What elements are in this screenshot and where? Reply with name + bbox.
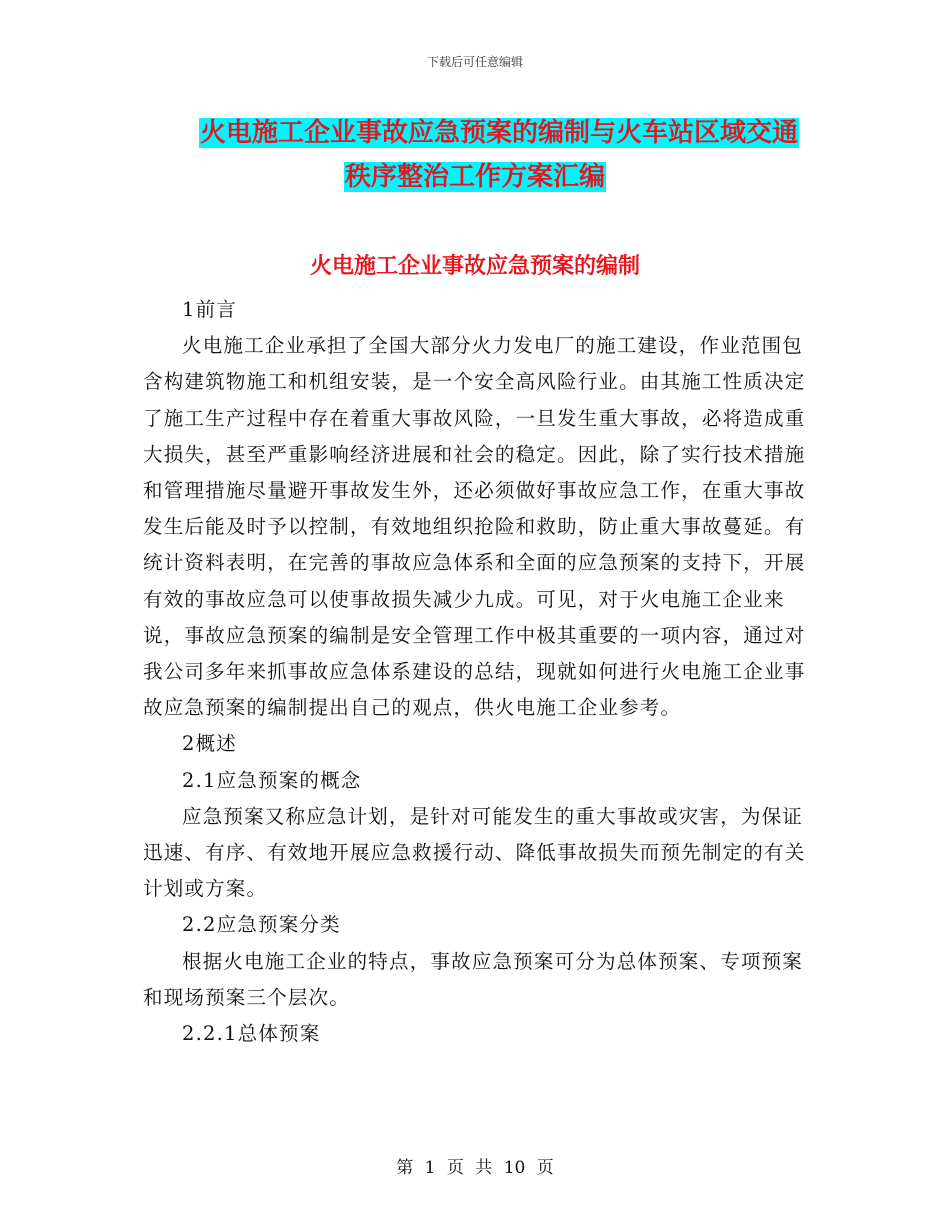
paragraph-concept: 应急预案又称应急计划，是针对可能发生的重大事故或灾害，为保证迅速、有序、有效地开展应急救援行动、降低事故损失而预先制定的有关计划或方案。 — [143, 804, 806, 901]
page-header-note: 下载后可任意编辑 — [426, 55, 523, 69]
document-body — [143, 292, 807, 1052]
heading-general-plan: 2.2.1总体预案 — [182, 1022, 321, 1046]
paragraph-classification: 根据火电施工企业的特点，事故应急预案可分为总体预案、专项预案和现场预案三个层次。 — [143, 949, 804, 1009]
document-title-line-1: 火电施工企业事故应急预案的编制与火车站区域交通 — [199, 118, 798, 148]
heading-overview: 2概述 — [182, 732, 238, 756]
page-number-footer: 第 1 页 共 10 页 — [396, 1158, 554, 1178]
document-title-line-2: 秩序整治工作方案汇编 — [344, 162, 605, 192]
paragraph-preface: 火电施工企业承担了全国大部分火力发电厂的施工建设，作业范围包含构建筑物施工和机组安装，是一个安全高风险行业。由其施工性质决定了施工生产过程中存在着重大事故风险，一旦发生重大事故，必将造成重大损失，甚至严重影响经济进展和社会的稳定。因此，除了实行技术措施和管理措施尽量避开事故发生外，还必须做好事故应急工作，在重大事故发生后能及时予以控制，有效地组织抢险和救助，防止重大事故蔓延。有统计资料表明，在完善的事故应急体系和全面的应急预案的支持下，开展有效的事故应急可以使事故损失减少九成。可见，对于火电施工企业来说，事故应急预案的编制是安全管理工作中极其重要的一项内容，通过对我公司多年来抓事故应急体系建设的总结，现就如何进行火电施工企业事故应急预案的编制提出自己的观点，供火电施工企业参考。 — [143, 334, 806, 720]
section-title: 火电施工企业事故应急预案的编制 — [309, 253, 640, 279]
heading-classification: 2.2应急预案分类 — [182, 913, 341, 937]
heading-concept: 2.1应急预案的概念 — [182, 768, 362, 792]
heading-preface: 1前言 — [182, 298, 238, 321]
